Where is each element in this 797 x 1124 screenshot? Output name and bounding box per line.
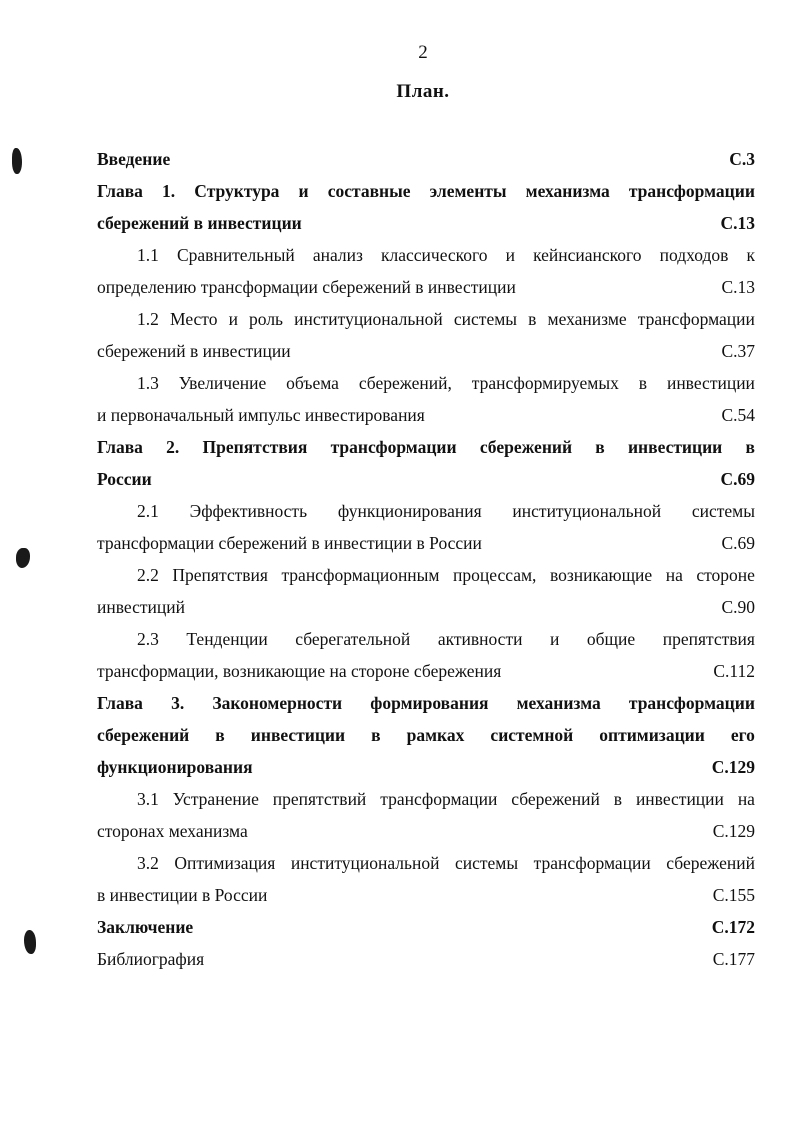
toc-word: Устранение	[172, 789, 259, 809]
toc-word: в	[371, 725, 381, 745]
toc-word: рамках	[406, 725, 465, 745]
toc-word: трансформации	[380, 789, 498, 809]
toc-entry-title: трансформации, возникающие на стороне сбережения	[97, 661, 502, 681]
toc-word: трансформации	[533, 853, 651, 873]
toc-page-number: С.3	[729, 149, 755, 169]
toc-line	[97, 399, 755, 431]
toc-line	[97, 911, 755, 943]
toc-word: Глава	[97, 437, 143, 457]
toc-word: Место	[169, 309, 218, 329]
toc-word: трансформационным	[281, 565, 440, 585]
toc-page-number: С.13	[721, 277, 755, 297]
toc-word: на	[665, 565, 683, 585]
toc-word: Глава	[97, 181, 143, 201]
toc-word: его	[730, 725, 755, 745]
toc-line	[97, 175, 755, 207]
toc-entry-title: Введение	[97, 149, 171, 169]
toc-entry-title: и первоначальный импульс инвестирования	[97, 405, 425, 425]
toc-word: элементы	[429, 181, 507, 201]
scan-mark	[16, 548, 30, 568]
toc-word: 3.	[171, 693, 185, 713]
toc-word: 2.1	[137, 501, 159, 521]
toc-line	[97, 719, 755, 751]
toc-word: Оптимизация	[174, 853, 276, 873]
toc-word: сбережений	[97, 725, 190, 745]
toc-entry-title: сторонах механизма	[97, 821, 248, 841]
toc-word: составные	[327, 181, 411, 201]
toc-entry-title: Заключение	[97, 917, 194, 937]
toc-word: в	[613, 789, 623, 809]
toc-line	[97, 687, 755, 719]
toc-entry-title: России	[97, 469, 152, 489]
toc-word: сбережений	[479, 437, 573, 457]
toc-word: инвестиции	[635, 789, 724, 809]
toc-word: инвестиции	[666, 373, 755, 393]
toc-page-number: С.112	[713, 661, 755, 681]
toc-word: 1.1	[137, 245, 159, 265]
toc-line	[97, 847, 755, 879]
toc-word: механизме	[547, 309, 627, 329]
toc-word: системы	[453, 309, 518, 329]
toc-line	[97, 655, 755, 687]
toc-word: Препятствия	[202, 437, 308, 457]
toc-word: общие	[586, 629, 636, 649]
toc-word: 1.3	[137, 373, 159, 393]
toc-word: трансформируемых	[471, 373, 619, 393]
toc-entry-title: функционирования	[97, 757, 253, 777]
toc-line	[97, 527, 755, 559]
toc-word: Препятствия	[172, 565, 268, 585]
toc-line	[97, 335, 755, 367]
toc-word: Сравнительный	[176, 245, 295, 265]
toc-word: кейнсианского	[533, 245, 642, 265]
toc-entry-title: сбережений в инвестиции	[97, 341, 291, 361]
toc-word: Закономерности	[212, 693, 343, 713]
toc-line	[97, 783, 755, 815]
toc-word: в	[528, 309, 537, 329]
toc-word: и	[298, 181, 309, 201]
toc-word: в	[595, 437, 605, 457]
toc-entry-title: в инвестиции в России	[97, 885, 268, 905]
toc-word: системы	[454, 853, 519, 873]
toc-word: системы	[691, 501, 755, 521]
toc-word: анализ	[312, 245, 363, 265]
page-number: 2	[418, 42, 428, 63]
toc-word: объема	[286, 373, 339, 393]
toc-word: Глава	[97, 693, 143, 713]
toc-word: 3.1	[137, 789, 159, 809]
toc-line	[97, 591, 755, 623]
toc-word: и	[228, 309, 238, 329]
toc-word: инвестиции	[250, 725, 346, 745]
toc-word: системной	[490, 725, 574, 745]
toc-word: Увеличение	[178, 373, 267, 393]
toc-word: формирования	[370, 693, 489, 713]
scan-mark	[12, 148, 22, 174]
toc-line	[97, 463, 755, 495]
toc-word: оптимизации	[599, 725, 705, 745]
toc-line	[97, 431, 755, 463]
toc-page-number: С.177	[712, 949, 755, 969]
toc-line	[97, 879, 755, 911]
scan-mark	[24, 930, 36, 954]
toc-word: 2.2	[137, 565, 159, 585]
toc-word: и	[505, 245, 515, 265]
toc-page-number: С.172	[711, 917, 755, 937]
toc-word: к	[746, 245, 755, 265]
toc-word: активности	[437, 629, 523, 649]
toc-word: трансформации	[330, 437, 457, 457]
toc-page-number: С.90	[721, 597, 755, 617]
toc-word: препятствий	[272, 789, 367, 809]
toc-word: 1.	[162, 181, 176, 201]
toc-word: институциональной	[512, 501, 662, 521]
toc-line	[97, 495, 755, 527]
toc-page-number: С.69	[720, 469, 755, 489]
toc-line	[97, 751, 755, 783]
toc-entry-title: инвестиций	[97, 597, 185, 617]
table-of-contents	[97, 143, 755, 975]
toc-word: стороне	[696, 565, 755, 585]
toc-page-number: С.129	[711, 757, 755, 777]
page-title: План.	[396, 81, 450, 102]
toc-word: трансформации	[637, 309, 755, 329]
toc-page-number: С.13	[720, 213, 755, 233]
toc-word: процессам,	[453, 565, 537, 585]
toc-word: на	[737, 789, 755, 809]
toc-word: институциональной	[294, 309, 443, 329]
toc-word: Тенденции	[186, 629, 268, 649]
toc-word: в	[638, 373, 648, 393]
toc-word: 2.3	[137, 629, 159, 649]
toc-word: роль	[249, 309, 284, 329]
toc-entry-title: трансформации сбережений в инвестиции в России	[97, 533, 482, 553]
toc-line	[97, 239, 755, 271]
toc-word: 2.	[166, 437, 180, 457]
toc-entry-title: Библиография	[97, 949, 205, 969]
toc-word: подходов	[659, 245, 729, 265]
toc-page-number: С.37	[721, 341, 755, 361]
toc-word: инвестиции	[627, 437, 723, 457]
toc-word: трансформации	[628, 181, 755, 201]
toc-word: Структура	[194, 181, 280, 201]
toc-entry-title: определению трансформации сбережений в инвестиции	[97, 277, 516, 297]
toc-line	[97, 943, 755, 975]
toc-word: 1.2	[137, 309, 159, 329]
toc-page-number: С.155	[712, 885, 755, 905]
toc-word: механизма	[525, 181, 610, 201]
toc-word: классического	[381, 245, 488, 265]
toc-word: механизма	[516, 693, 601, 713]
toc-word: препятствия	[662, 629, 755, 649]
toc-word: институциональной	[290, 853, 440, 873]
toc-page-number: С.129	[712, 821, 755, 841]
toc-line	[97, 303, 755, 335]
toc-line	[97, 143, 755, 175]
toc-word: возникающие	[549, 565, 653, 585]
toc-word: в	[745, 437, 755, 457]
toc-word: сбережений	[511, 789, 600, 809]
toc-line	[97, 559, 755, 591]
toc-line	[97, 815, 755, 847]
toc-word: в	[215, 725, 225, 745]
toc-page-number: С.54	[721, 405, 755, 425]
toc-word: функционирования	[337, 501, 482, 521]
toc-word: 3.2	[137, 853, 159, 873]
toc-word: сберегательной	[295, 629, 411, 649]
toc-word: сбережений	[666, 853, 755, 873]
toc-line	[97, 207, 755, 239]
toc-line	[97, 271, 755, 303]
toc-page-number: С.69	[721, 533, 755, 553]
toc-word: Эффективность	[189, 501, 308, 521]
toc-line	[97, 367, 755, 399]
toc-line	[97, 623, 755, 655]
toc-word: и	[550, 629, 560, 649]
toc-word: сбережений,	[358, 373, 452, 393]
toc-word: трансформации	[628, 693, 755, 713]
toc-entry-title: сбережений в инвестиции	[97, 213, 302, 233]
